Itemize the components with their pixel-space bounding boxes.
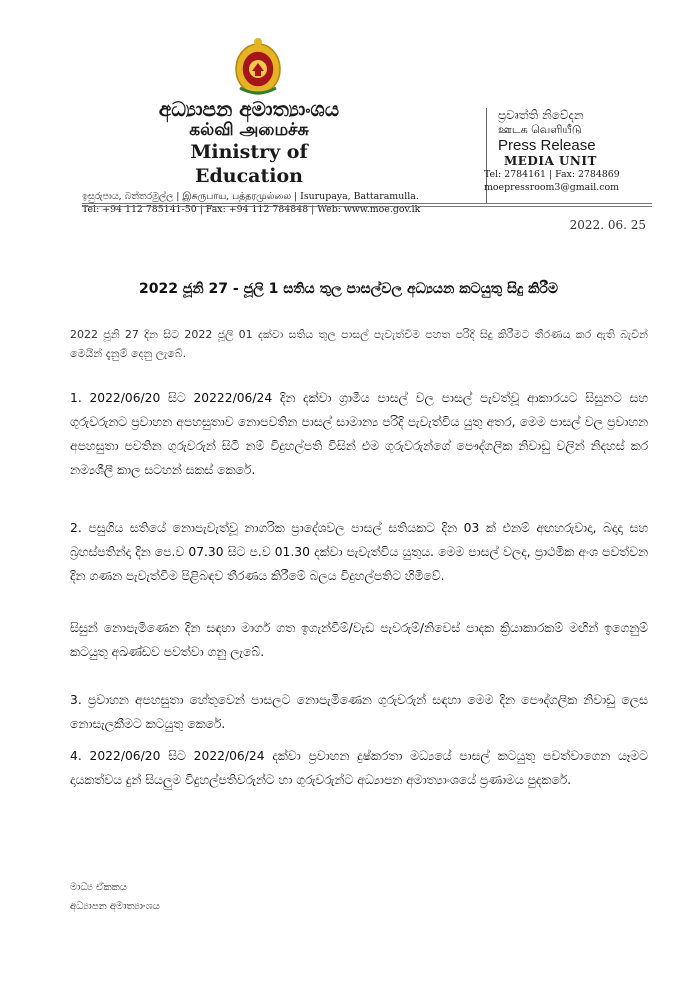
release-date: 2022. 06. 25 [569,218,646,232]
media-unit-label: MEDIA UNIT [504,154,597,168]
sri-lanka-emblem-icon [232,36,284,98]
intro-paragraph: 2022 ජූනි 27 දින සිට 2022 ජූලි 01 දක්වා සතිය තුල පාසල් පැවැත්වීම පහත පරිදි සිදු කිරීමට තීරණය කර ඇති බැවින් මෙයින් දැනුම් දෙනු ලැබේ. [70,328,648,360]
press-release-sinhala: ප්‍රවෘත්ති නිවේදන [498,108,584,122]
press-release-tamil: ஊடக வெளியீடு [498,123,582,136]
header-rule [82,203,652,204]
press-release-english: Press Release [498,137,596,154]
signature-unit: මාධ්‍ය ඒකකය [70,882,127,893]
media-contact: Tel: 2784161 | Fax: 2784869 [484,169,620,180]
media-unit-block [478,108,658,194]
paragraph-3: 3. ප්‍රවාහන අපහසුතා හේතුවෙන් පාසලට නොපැමිණෙන ගුරුවරුන් සඳහා මෙම දින පෞද්ගලික නිවාඩු ලෙස නොසැලකීමට කටයුතු කෙරේ. [70,693,648,731]
paragraph-2: 2. පසුගිය සතියේ නොපැවැත්වූ නාගරික ප්‍රාදේශවල පාසල් සතියකට දින 03 ක් එනම් අඟහරුවාදා, බදාදා සහ බ්‍රහස්පතින්දා දින පෙ.ව 07.30 සිට ප.ව 01.30 දක්වා පැවැත්විය යුතුය. මෙම පාසල් වලද, ප්‍රාථමික අංශ පවත්වන දින ගණන පැවැත්වීම පිළිබඳව තීරණය කිරීමේ බලය විදුහල්පතිට හිමිවේ. [70,521,648,583]
ministry-address: ඉසුරුපාය, බත්තරමුල්ල | இசுருபாய, பத்தரமுல்லை | Isurupaya, Battaramulla. [82,191,419,202]
ministry-name-english: Ministry of Education [190,141,308,187]
paragraph-4: 4. 2022/06/20 සිට 2022/06/24 දක්වා ප්‍රවාහන දුෂ්කරතා මධ්‍යයේ පාසල් කටයුතු පවත්වාගෙන යෑමට දායකත්වය දුන් සියලුම විදුහල්පතිවරුන්ට හා ගුරුවරුන්ට අධ්‍යාපන අමාත්‍යාංශයේ ප්‍රණාමය පුදකරේ. [70,749,648,787]
ministry-contact: Tel: +94 112 785141-50 | Fax: +94 112 784848 | Web: www.moe.gov.lk [82,204,421,215]
ministry-letterhead [82,98,482,216]
paragraph-1: 1. 2022/06/20 සිට 20222/06/24 දින දක්වා ග්‍රාමීය පාසල් වල පාසල් පැවත්වූ ආකාරයට සිසුනට සහ ගුරුවරුනට ප්‍රවාහන අපහසුතාව නොපවතින පාසල් සාමාන්‍ය පරිදි පැවැත්විය යුතු අතර, මෙම පාසල් වල ප්‍රවාහන අපහසුතා පවතින ගුරුවරුන් සිටී නම් විදුහල්පති විසින් එම ගුරුවරුන්ගේ පෞද්ගලික නිවාඩු වලින් නිදහස් කර නම්‍යශීලී කාල සටහන් සකස් කෙරේ. [70,391,648,477]
signature-ministry: අධ්‍යාපන අමාත්‍යාංශය [70,901,160,912]
ministry-name-tamil: கல்வி அமைச்சு [189,120,309,140]
signature-block [70,878,160,916]
ministry-name-sinhala: අධ්‍යාපන අමාත්‍යාංශය [158,97,340,121]
page-title: 2022 ජූනි 27 - ජූලි 1 සතිය තුල පාසල්වල අධ්‍යයන කටයුතු සිදු කිරීම [138,281,559,297]
header-rule-double [82,206,652,207]
paragraph-2-note: සිසුන් නොපැමිණෙන දින සඳහා මාර්ග ගත ඉගැන්වීම්/වැඩ පැවරුම්/නිවෙස් පාදක ක්‍රියාකාරකම් මඟින් ඉගෙනුම් කටයුතු අඛණ්ඩව පවත්වා ගනු ලැබේ. [70,621,648,659]
media-email: moepressroom3@gmail.com [484,182,619,193]
